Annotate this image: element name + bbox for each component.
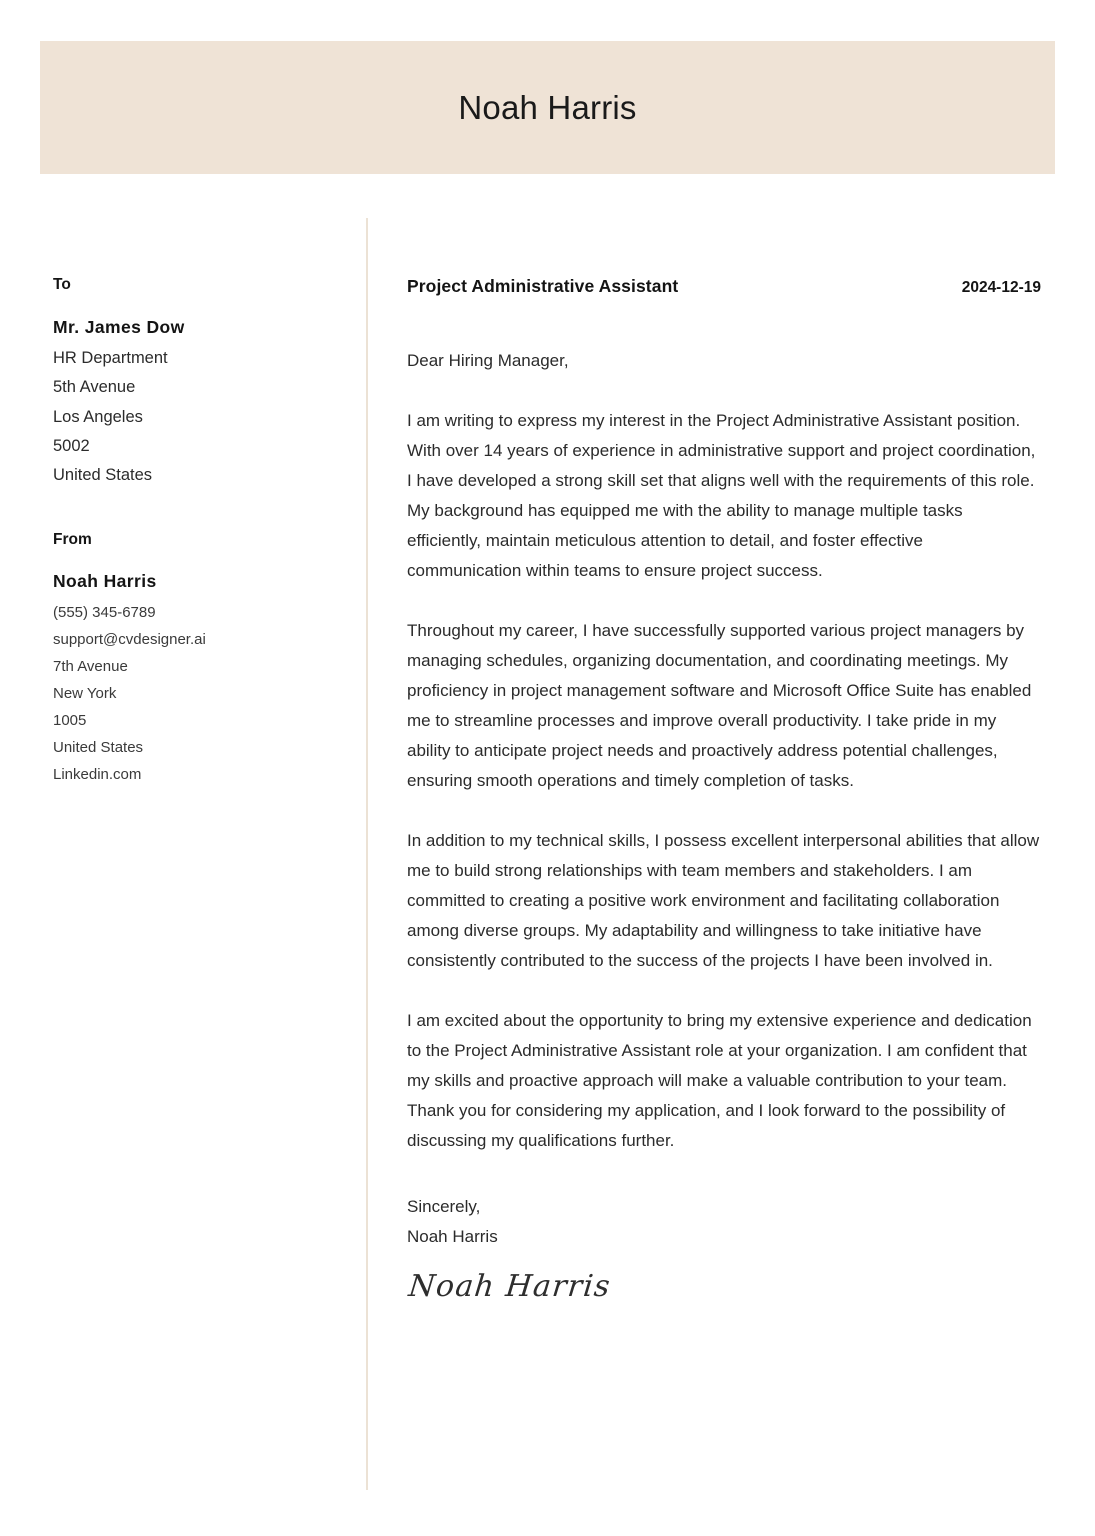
recipient-address-line: Los Angeles bbox=[53, 407, 143, 426]
column-divider bbox=[366, 218, 368, 1490]
sidebar bbox=[53, 276, 343, 788]
sender-address-line: United States bbox=[53, 738, 144, 756]
body-paragraph: Throughout my career, I have successfully supported various project managers by managing schedules, organizing documentation, and coordinating meetings. My proficiency in project management software and Microsoft Office Suite has enabled me to streamline processes and improve overall productivity. I take pride in my ability to anticipate project needs and proactively address potential challenges, ensuring smooth operations and timely completion of tasks. bbox=[407, 620, 1032, 790]
body-paragraph: I am writing to express my interest in the Project Administrative Assistant position. With over 14 years of experience in administrative support and project coordination, I have developed a strong skill set that aligns well with the requirements of this role. My background has equipped me with the ability to manage multiple tasks efficiently, maintain meticulous attention to detail, and foster effective communication within teams to ensure project success. bbox=[407, 410, 1036, 580]
salutation: Dear Hiring Manager, bbox=[407, 350, 569, 370]
recipient-block bbox=[53, 276, 343, 491]
sender-address-line: New York bbox=[53, 684, 117, 702]
header-banner bbox=[40, 41, 1055, 174]
body-paragraph: I am excited about the opportunity to bring my extensive experience and dedication to the Project Administrative Assistant role at your organization. I am confident that my skills and proactive approach will make a valuable contribution to your team. Thank you for considering my application, and I look forward to the possibility of discussing my qualifications further. bbox=[407, 1010, 1032, 1150]
letter-date: 2024-12-19 bbox=[961, 279, 1041, 296]
sender-block bbox=[53, 531, 343, 788]
sender-phone: (555) 345-6789 bbox=[53, 603, 156, 621]
recipient-name: Mr. James Dow bbox=[53, 316, 185, 337]
signature: Noah Harris bbox=[406, 1268, 613, 1304]
page-title: Noah Harris bbox=[458, 89, 637, 126]
recipient-address-line: 5th Avenue bbox=[53, 378, 136, 397]
closing-salutation: Sincerely, bbox=[407, 1196, 481, 1216]
recipient-address-line: United States bbox=[53, 466, 153, 485]
sender-address-line: 7th Avenue bbox=[53, 657, 128, 675]
letter-header-row bbox=[407, 276, 1041, 298]
body-paragraph: In addition to my technical skills, I possess excellent interpersonal abilities that allow me to build strong relationships with team members and stakeholders. I am committed to creating a positive work environment and facilitating collaboration among diverse groups. My adaptability and willingness to take initiative have consistently contributed to the success of the projects I have been involved in. bbox=[407, 830, 1040, 970]
closing-name: Noah Harris bbox=[407, 1226, 498, 1246]
sender-email: support@cvdesigner.ai bbox=[53, 630, 206, 648]
sender-name: Noah Harris bbox=[53, 571, 157, 592]
sender-website: Linkedin.com bbox=[53, 765, 142, 783]
to-label: To bbox=[53, 276, 71, 293]
letter-body bbox=[407, 276, 1041, 1303]
recipient-address-line: HR Department bbox=[53, 348, 168, 367]
sender-address-line: 1005 bbox=[53, 711, 87, 729]
from-label: From bbox=[53, 530, 92, 548]
job-title: Project Administrative Assistant bbox=[407, 276, 679, 296]
recipient-address-line: 5002 bbox=[53, 437, 90, 456]
